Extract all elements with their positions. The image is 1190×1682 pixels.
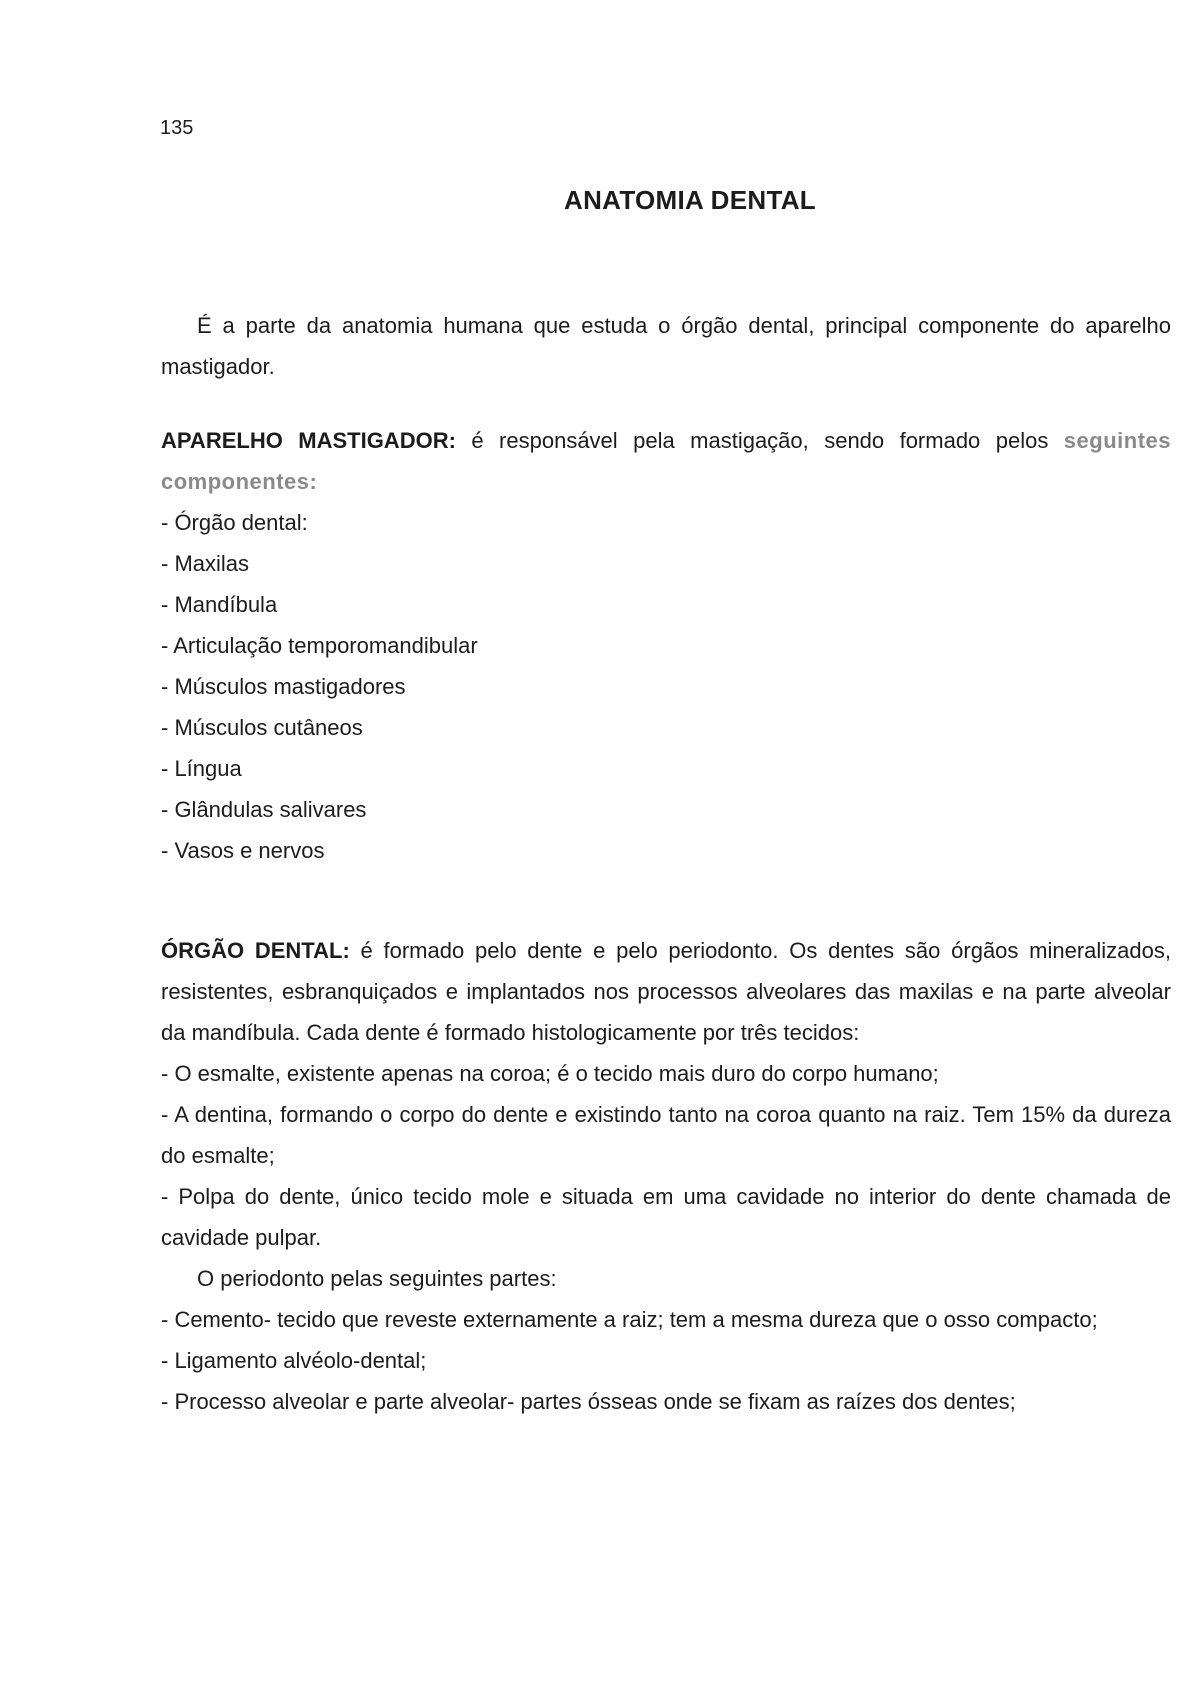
aparelho-heading: APARELHO MASTIGADOR: <box>161 428 456 453</box>
orgao-section <box>161 930 1171 1422</box>
periodonto-intro: O periodonto pelas seguintes partes: <box>197 1266 557 1291</box>
orgao-paragraph <box>161 930 1171 1053</box>
orgao-heading: ÓRGÃO DENTAL: <box>161 938 350 963</box>
tissue-item: - A dentina, formando o corpo do dente e existindo tanto na coroa quanto na raiz. Tem 15% da dureza do esmalte; <box>161 1102 1171 1168</box>
page-title: ANATOMIA DENTAL <box>564 185 816 215</box>
periodonto-item: - Cemento- tecido que reveste externamente a raiz; tem a mesma dureza que o osso compacto; <box>161 1307 1098 1332</box>
aparelho-paragraph <box>161 420 1171 502</box>
page-number: 135 <box>160 117 194 139</box>
list-item: - Língua <box>161 756 242 781</box>
list-item: - Maxilas <box>161 551 250 576</box>
list-item: - Articulação temporomandibular <box>161 633 478 658</box>
aparelho-text: é responsável pela mastigação, sendo formado pelos <box>471 428 1049 453</box>
list-item: - Músculos cutâneos <box>161 715 363 740</box>
periodonto-item: - Ligamento alvéolo-dental; <box>161 1348 427 1373</box>
tissue-item: - O esmalte, existente apenas na coroa; é o tecido mais duro do corpo humano; <box>161 1061 939 1086</box>
periodonto-item: - Processo alveolar e parte alveolar- partes ósseas onde se fixam as raízes dos dentes; <box>161 1389 1016 1414</box>
list-item: - Vasos e nervos <box>161 838 325 863</box>
list-item: - Órgão dental: <box>161 510 308 535</box>
aparelho-faded-text: seguintes componentes: <box>161 428 1171 494</box>
orgao-text: é formado pelo dente e pelo periodonto. Os dentes são órgãos mineralizados, resistentes, esbranquiçados e implantados nos processos alveolares das maxilas e na parte alveolar da mandíbula. Cada dente é formado histologicamente por três tecidos: <box>161 938 1171 1045</box>
list-item: - Glândulas salivares <box>161 797 367 822</box>
list-item: - Mandíbula <box>161 592 278 617</box>
list-item: - Músculos mastigadores <box>161 674 406 699</box>
intro-paragraph: É a parte da anatomia humana que estuda o órgão dental, principal componente do aparelho mastigador. <box>161 313 1171 379</box>
tissue-item: - Polpa do dente, único tecido mole e situada em uma cavidade no interior do dente chamada de cavidade pulpar. <box>161 1184 1171 1250</box>
aparelho-list <box>161 502 1171 871</box>
